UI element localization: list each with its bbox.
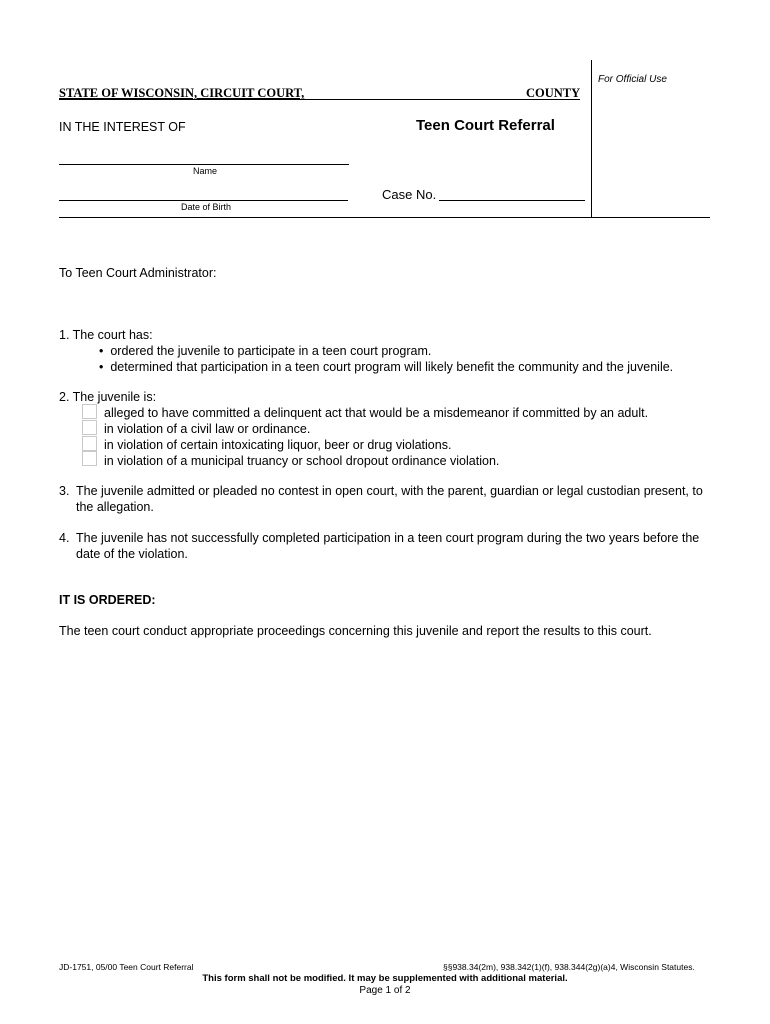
item4-line-2: date of the violation. — [76, 547, 188, 561]
page-number: Page 1 of 2 — [359, 985, 411, 996]
bullet-icon: • — [99, 344, 104, 358]
footer-notice: This form shall not be modified. It may be supplemented with additional material. — [202, 973, 568, 984]
item3-line-1: The juvenile admitted or pleaded no contest in open court, with the parent, guardian or legal custodian present, to — [76, 484, 703, 498]
ordered-text: The teen court conduct appropriate proceedings concerning this juvenile and report the results to this court. — [59, 624, 652, 638]
item1-bullet-2 — [99, 359, 673, 375]
official-use-label: For Official Use — [598, 74, 667, 85]
name-label: Name — [193, 166, 218, 176]
item2-lead: 2. The juvenile is: — [59, 390, 157, 404]
dob-field[interactable] — [59, 200, 348, 201]
option-label-civil-law: in violation of a civil law or ordinance. — [104, 422, 311, 436]
footer-statutes: §§938.34(2m), 938.342(1)(f), 938.344(2g)(a)4, Wisconsin Statutes. — [443, 962, 695, 972]
dob-label: Date of Birth — [181, 202, 232, 212]
option-label-liquor-drug: in violation of certain intoxicating liquor, beer or drug violations. — [104, 438, 452, 452]
name-field[interactable] — [59, 164, 349, 165]
option-label-truancy: in violation of a municipal truancy or school dropout ordinance violation. — [104, 454, 500, 468]
case-no-field[interactable] — [439, 200, 585, 201]
official-use-divider — [591, 60, 592, 217]
state-court-label: STATE OF WISCONSIN, CIRCUIT COURT, — [59, 86, 305, 100]
option-checkbox-misdemeanor[interactable] — [82, 404, 97, 419]
caption-top-rule — [59, 99, 580, 100]
item4-line-1: The juvenile has not successfully completed participation in a teen court program during the two years before the — [76, 531, 700, 545]
option-checkbox-liquor-drug[interactable] — [82, 436, 97, 451]
interest-of-label: IN THE INTEREST OF — [59, 120, 186, 134]
form-title: Teen Court Referral — [416, 117, 555, 134]
bullet-text: ordered the juvenile to participate in a teen court program. — [110, 344, 432, 358]
county-label: COUNTY — [526, 86, 581, 100]
ordered-heading: IT IS ORDERED: — [59, 593, 156, 607]
case-no-label: Case No. — [382, 187, 437, 202]
bullet-text: determined that participation in a teen court program will likely benefit the community and the juvenile. — [110, 360, 674, 374]
option-checkbox-civil-law[interactable] — [82, 420, 97, 435]
item1-bullet-1 — [99, 343, 431, 359]
item4-number: 4. — [59, 531, 70, 545]
option-label-misdemeanor: alleged to have committed a delinquent act that would be a misdemeanor if committed by an adult. — [104, 406, 649, 420]
item3-line-2: the allegation. — [76, 500, 154, 514]
item3-number: 3. — [59, 484, 70, 498]
bullet-icon: • — [99, 360, 104, 374]
caption-bottom-rule — [59, 217, 710, 218]
option-checkbox-truancy[interactable] — [82, 451, 97, 466]
footer-form-id: JD-1751, 05/00 Teen Court Referral — [59, 962, 194, 972]
item1-lead: 1. The court has: — [59, 328, 153, 342]
addressee: To Teen Court Administrator: — [59, 266, 217, 280]
